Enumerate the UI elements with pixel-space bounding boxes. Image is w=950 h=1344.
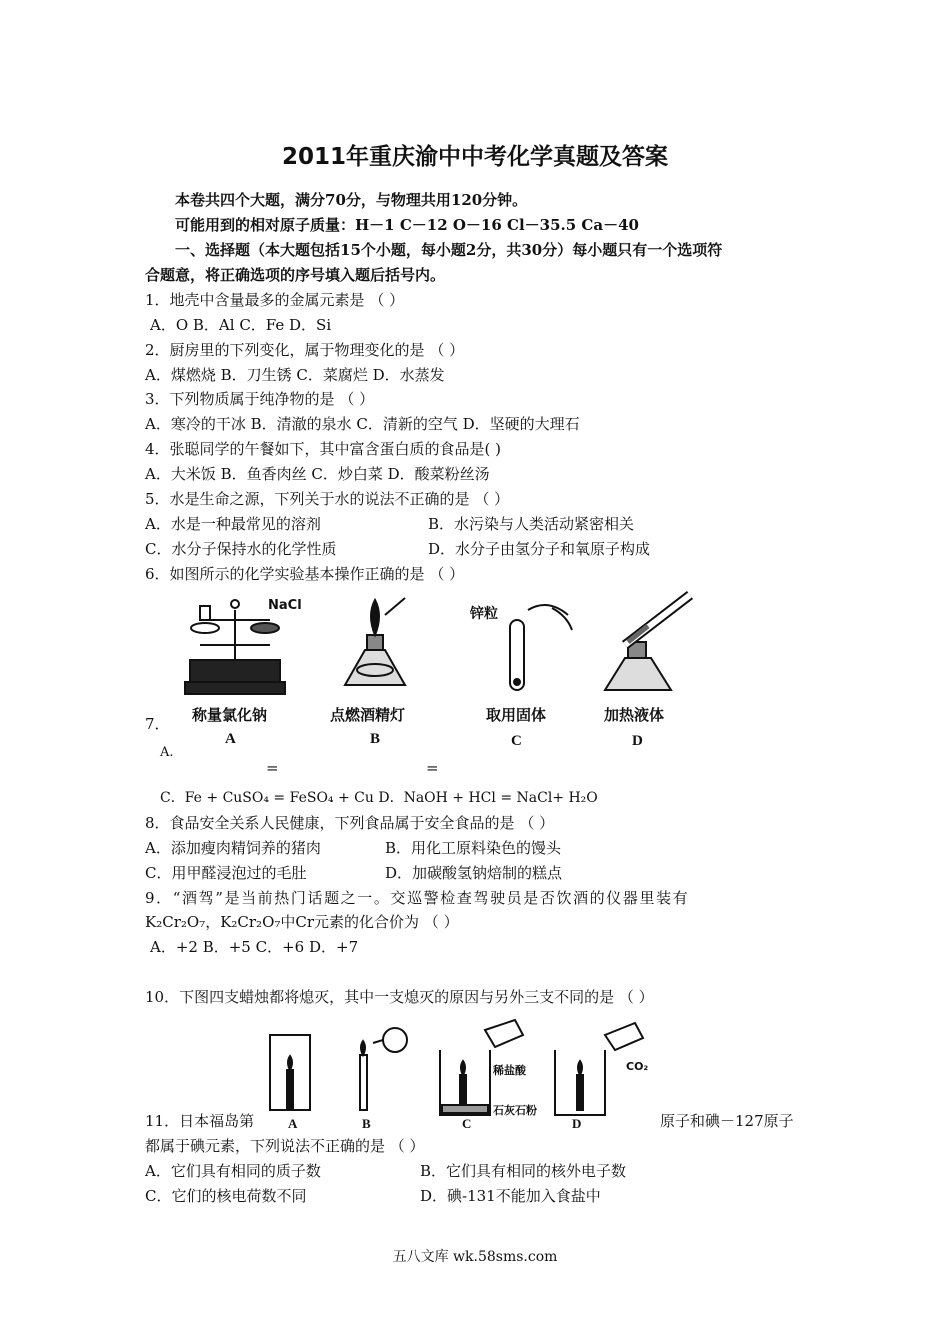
letter-d: D: [632, 733, 643, 749]
q3-options: A．寒冷的干冰 B．清澈的泉水 C．清新的空气 D．坚硬的大理石: [145, 415, 580, 433]
label-zinc: 锌粒: [470, 606, 498, 622]
q2-stem: 2．厨房里的下列变化，属于物理变化的是 （ ）: [145, 341, 465, 359]
q10-letter-a: A: [288, 1116, 298, 1131]
caption-b: 点燃酒精灯: [330, 706, 406, 724]
alcohol-lamp-lighting: [345, 598, 405, 685]
q8-stem: 8．食品安全关系人民健康，下列食品属于安全食品的是 （ ）: [145, 814, 555, 832]
q11-line-2: 都属于碘元素，下列说法不正确的是 （ ）: [145, 1137, 425, 1155]
q7-partial-a: A.: [160, 745, 174, 760]
test-tube-solid: [510, 605, 572, 690]
letter-a: A: [225, 731, 236, 747]
q11-start: 11．日本福岛第: [145, 1112, 255, 1130]
section1-header-2: 合题意，将正确选项的序号填入题后括号内。: [145, 266, 446, 284]
q5-option-c: C．水分子保持水的化学性质: [145, 540, 337, 558]
q8-option-c: C．用甲醛浸泡过的毛肚: [145, 864, 307, 882]
label-dilute-hcl: 稀盐酸: [493, 1064, 526, 1077]
q11-option-b: B．它们具有相同的核外电子数: [420, 1162, 627, 1180]
q8-option-a: A．添加瘦肉精饲养的猪肉: [145, 839, 321, 857]
label-co2: CO₂: [626, 1060, 649, 1073]
q4-options: A．大米饭 B．鱼香肉丝 C．炒白菜 D．酸菜粉丝汤: [145, 465, 490, 483]
section1-header-1: 一、选择题（本大题包括15个小题，每小题2分，共30分）每小题只有一个选项符: [175, 241, 723, 259]
q10-letter-b: B: [362, 1116, 371, 1131]
q7-eq1: =: [266, 759, 279, 777]
q5-option-d: D．水分子由氢分子和氧原子构成: [428, 540, 651, 558]
candle-a: [270, 1035, 310, 1110]
footer-watermark: 五八文库 wk.58sms.com: [392, 1249, 558, 1265]
q6-stem: 6．如图所示的化学实验基本操作正确的是 （ ）: [145, 565, 465, 583]
q11-option-a: A．它们具有相同的质子数: [145, 1162, 321, 1180]
q5-option-a: A．水是一种最常见的溶剂: [145, 515, 321, 533]
q7-number: 7．: [145, 715, 170, 733]
q5-option-b: B．水污染与人类活动紧密相关: [428, 515, 635, 533]
q7-eq2: =: [426, 759, 439, 777]
q8-option-b: B．用化工原料染色的馒头: [385, 839, 562, 857]
q9-line-2: K₂Cr₂O₇，K₂Cr₂O₇中Cr元素的化合价为 （ ）: [145, 913, 459, 931]
caption-d: 加热液体: [604, 706, 665, 724]
q10-candle-figure: [260, 1015, 660, 1125]
label-limestone: 石灰石粉: [493, 1104, 537, 1117]
q5-stem: 5．水是生命之源，下列关于水的说法不正确的是 （ ）: [145, 490, 510, 508]
q7-options-cd: C．Fe + CuSO₄ = FeSO₄ + Cu D．NaOH + HCl = NaCl+ H₂O: [160, 790, 598, 806]
intro-line-2: 可能用到的相对原子质量：H－1 C－12 O－16 Cl－35.5 Ca－40: [175, 216, 639, 234]
q10-letter-d: D: [572, 1116, 582, 1131]
label-nacl: NaCl: [268, 598, 302, 613]
q11-option-c: C．它们的核电荷数不同: [145, 1187, 307, 1205]
q10-letter-c: C: [462, 1116, 472, 1131]
heating-liquid: [605, 595, 690, 690]
intro-line-1: 本卷共四个大题，满分70分，与物理共用120分钟。: [175, 191, 528, 209]
q2-options: A．煤燃烧 B．刀生锈 C．菜腐烂 D．水蒸发: [145, 366, 445, 384]
q4-stem: 4．张聪同学的午餐如下，其中富含蛋白质的食品是( ): [145, 440, 502, 458]
q1-options: A．O B．Al C．Fe D．Si: [150, 316, 332, 334]
q10-stem: 10．下图四支蜡烛都将熄灭，其中一支熄灭的原因与另外三支不同的是 （ ）: [145, 988, 654, 1006]
q6-lab-figure: [180, 590, 700, 720]
candle-b: [360, 1028, 407, 1110]
page-title: 2011年重庆渝中中考化学真题及答案: [281, 144, 668, 170]
caption-c: 取用固体: [486, 706, 547, 724]
letter-b: B: [370, 731, 381, 747]
letter-c: C: [511, 733, 522, 749]
q11-option-d: D．碘-131不能加入食盐中: [420, 1187, 601, 1205]
q1-stem: 1．地壳中含量最多的金属元素是 （ ）: [145, 291, 405, 309]
balance-illustration: [185, 600, 285, 694]
caption-a: 称量氯化钠: [192, 706, 268, 724]
q9-options: A．+2 B．+5 C．+6 D．+7: [150, 938, 359, 956]
q9-line-1: 9．“酒驾”是当前热门话题之一。交巡警检查驾驶员是否饮酒的仪器里装有: [145, 889, 690, 907]
q8-option-d: D．加碳酸氢钠焙制的糕点: [385, 864, 563, 882]
q11-end: 原子和碘－127原子: [660, 1112, 794, 1130]
q3-stem: 3．下列物质属于纯净物的是 （ ）: [145, 390, 375, 408]
